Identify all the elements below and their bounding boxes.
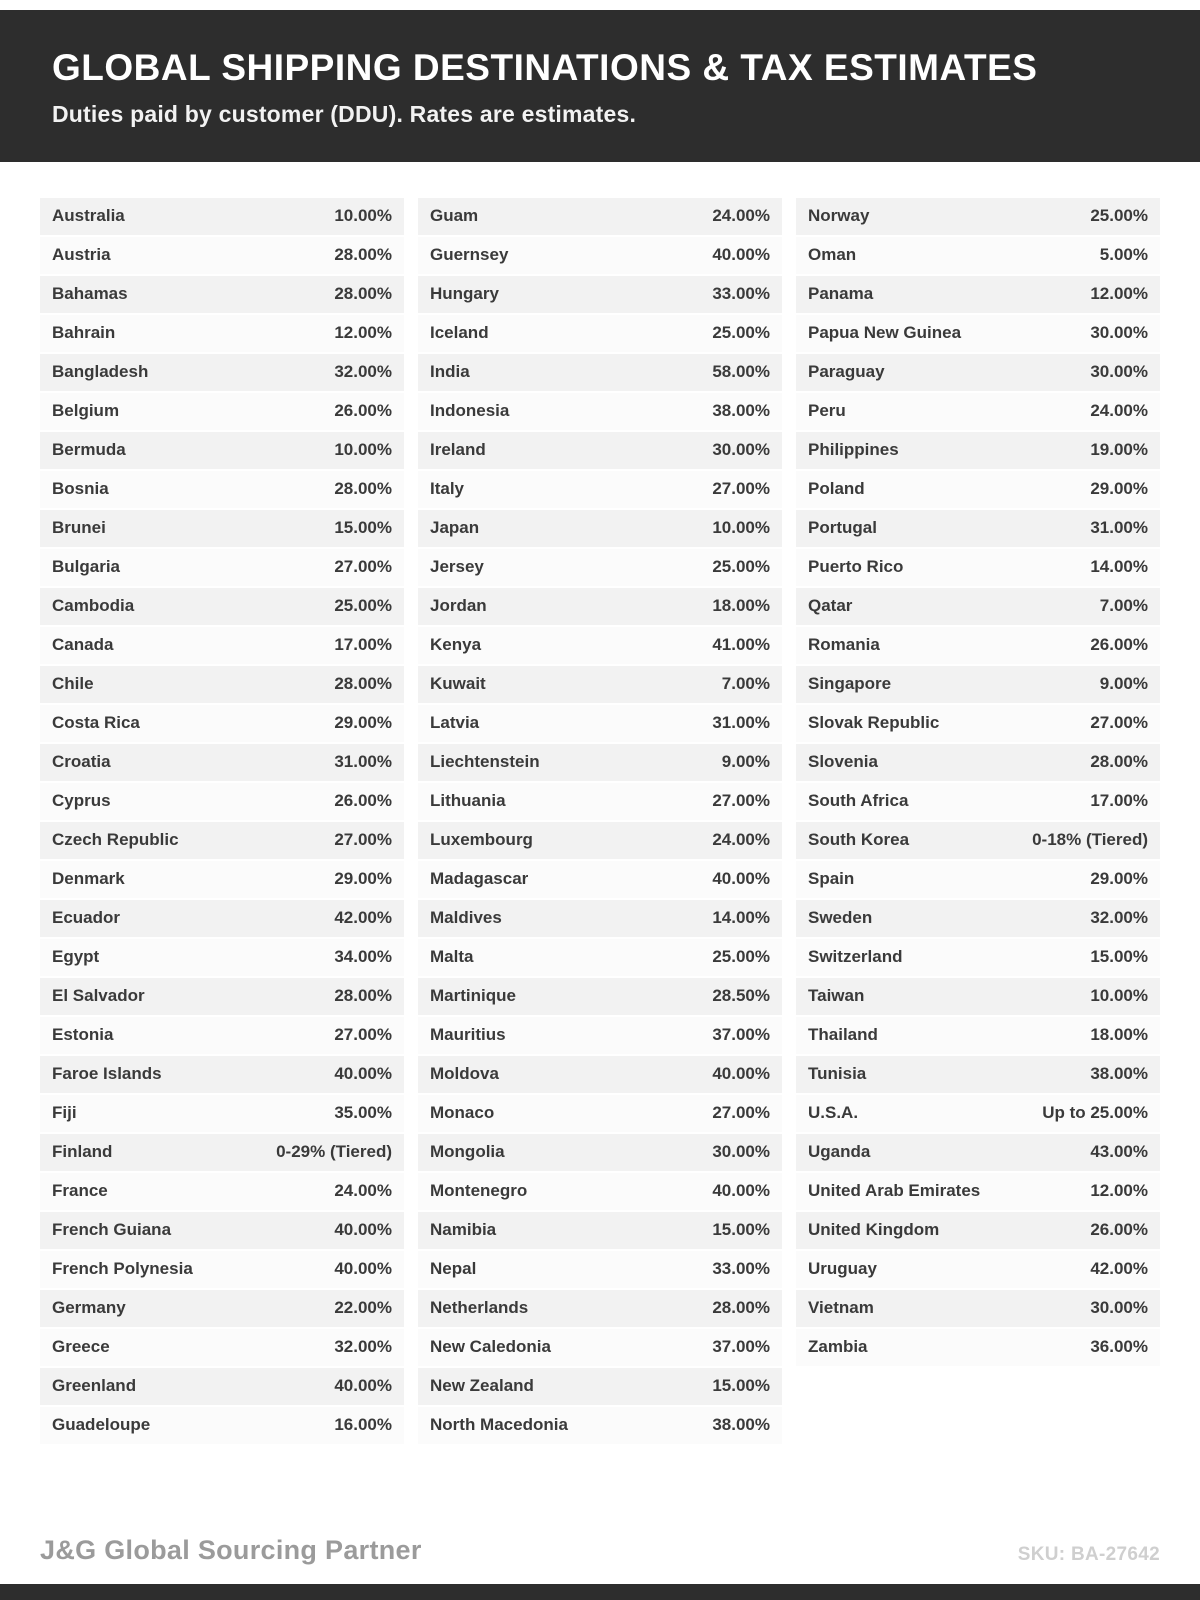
country-name: Paraguay bbox=[808, 362, 885, 382]
rate-row bbox=[796, 471, 1160, 510]
rate-row bbox=[418, 627, 782, 666]
tax-rate: 28.00% bbox=[712, 1298, 770, 1318]
country-name: Guam bbox=[430, 206, 479, 226]
country-name: Hungary bbox=[430, 284, 499, 304]
tax-rate: 26.00% bbox=[334, 791, 392, 811]
country-name: Canada bbox=[52, 635, 114, 655]
rate-row bbox=[796, 627, 1160, 666]
tax-rate: 9.00% bbox=[721, 752, 770, 772]
country-name: Bulgaria bbox=[52, 557, 121, 577]
rate-row bbox=[796, 393, 1160, 432]
rate-row bbox=[40, 510, 404, 549]
rate-row bbox=[40, 471, 404, 510]
tax-rate: 24.00% bbox=[334, 1181, 392, 1201]
country-name: Vietnam bbox=[808, 1298, 874, 1318]
tax-rate: 29.00% bbox=[1090, 869, 1148, 889]
country-name: Nepal bbox=[430, 1259, 477, 1279]
country-name: Jersey bbox=[430, 557, 484, 577]
rate-row bbox=[796, 1329, 1160, 1368]
tax-rate: 28.50% bbox=[712, 986, 770, 1006]
tax-rate: 38.00% bbox=[1090, 1064, 1148, 1084]
country-name: Australia bbox=[52, 206, 125, 226]
country-name: Jordan bbox=[430, 596, 487, 616]
tax-rate: 17.00% bbox=[1090, 791, 1148, 811]
rate-row bbox=[418, 822, 782, 861]
tax-rate: 29.00% bbox=[1090, 479, 1148, 499]
rate-row bbox=[418, 1212, 782, 1251]
tax-rate: 42.00% bbox=[1090, 1259, 1148, 1279]
rate-row bbox=[796, 315, 1160, 354]
tax-rate: 30.00% bbox=[1090, 1298, 1148, 1318]
rate-row bbox=[796, 237, 1160, 276]
tax-rate: 58.00% bbox=[712, 362, 770, 382]
country-name: Brunei bbox=[52, 518, 106, 538]
country-name: Puerto Rico bbox=[808, 557, 904, 577]
tax-rate: 32.00% bbox=[334, 362, 392, 382]
rate-row bbox=[418, 861, 782, 900]
rate-row bbox=[418, 1095, 782, 1134]
country-name: Martinique bbox=[430, 986, 516, 1006]
tax-rate: 28.00% bbox=[1090, 752, 1148, 772]
country-name: Zambia bbox=[808, 1337, 868, 1357]
country-name: Mauritius bbox=[430, 1025, 506, 1045]
rate-row bbox=[796, 1290, 1160, 1329]
rate-row bbox=[40, 432, 404, 471]
country-name: Ecuador bbox=[52, 908, 121, 928]
country-name: Kuwait bbox=[430, 674, 486, 694]
country-name: New Caledonia bbox=[430, 1337, 551, 1357]
country-name: Czech Republic bbox=[52, 830, 179, 850]
rate-row bbox=[418, 315, 782, 354]
country-name: Italy bbox=[430, 479, 465, 499]
rate-row bbox=[796, 510, 1160, 549]
tax-rate: 43.00% bbox=[1090, 1142, 1148, 1162]
rate-row bbox=[796, 939, 1160, 978]
country-name: Maldives bbox=[430, 908, 502, 928]
country-name: French Guiana bbox=[52, 1220, 172, 1240]
country-name: Panama bbox=[808, 284, 874, 304]
tax-rate: 0-18% (Tiered) bbox=[1032, 830, 1148, 850]
country-name: Qatar bbox=[808, 596, 853, 616]
tax-rate: 17.00% bbox=[334, 635, 392, 655]
tax-rate: 27.00% bbox=[712, 1103, 770, 1123]
rate-row bbox=[796, 861, 1160, 900]
country-name: Netherlands bbox=[430, 1298, 529, 1318]
country-name: Denmark bbox=[52, 869, 125, 889]
tax-rate: 29.00% bbox=[334, 713, 392, 733]
tax-rate: 10.00% bbox=[334, 206, 392, 226]
country-name: Moldova bbox=[430, 1064, 499, 1084]
rate-row bbox=[40, 354, 404, 393]
rate-row bbox=[796, 432, 1160, 471]
country-name: Uruguay bbox=[808, 1259, 877, 1279]
tax-rate: 41.00% bbox=[712, 635, 770, 655]
rate-row bbox=[418, 744, 782, 783]
country-name: Cyprus bbox=[52, 791, 111, 811]
rate-row bbox=[40, 705, 404, 744]
tax-rate: 15.00% bbox=[334, 518, 392, 538]
country-name: Slovak Republic bbox=[808, 713, 940, 733]
country-name: United Arab Emirates bbox=[808, 1181, 981, 1201]
rate-row bbox=[40, 1290, 404, 1329]
country-name: France bbox=[52, 1181, 108, 1201]
tax-rate: 30.00% bbox=[712, 1142, 770, 1162]
rate-row bbox=[796, 666, 1160, 705]
brand-name: J&G Global Sourcing Partner bbox=[40, 1535, 422, 1565]
tax-rate: 27.00% bbox=[334, 830, 392, 850]
tax-rate: 32.00% bbox=[1090, 908, 1148, 928]
country-name: South Africa bbox=[808, 791, 909, 811]
rate-row bbox=[418, 1251, 782, 1290]
rate-row bbox=[418, 432, 782, 471]
tax-rate: 30.00% bbox=[712, 440, 770, 460]
tax-rate: 40.00% bbox=[334, 1064, 392, 1084]
rate-row bbox=[418, 549, 782, 588]
rate-row bbox=[418, 978, 782, 1017]
tax-rate: 28.00% bbox=[334, 284, 392, 304]
tax-rate: 25.00% bbox=[712, 323, 770, 343]
tax-rate: 27.00% bbox=[712, 479, 770, 499]
tax-rate: 15.00% bbox=[712, 1220, 770, 1240]
country-name: Switzerland bbox=[808, 947, 903, 967]
header-banner bbox=[0, 10, 1200, 162]
country-name: Ireland bbox=[430, 440, 486, 460]
rate-row bbox=[40, 861, 404, 900]
rate-row bbox=[40, 1095, 404, 1134]
rate-row bbox=[418, 900, 782, 939]
rate-row bbox=[418, 705, 782, 744]
country-name: New Zealand bbox=[430, 1376, 534, 1396]
rate-row bbox=[418, 1017, 782, 1056]
country-name: Spain bbox=[808, 869, 855, 889]
tax-rate: 40.00% bbox=[712, 1064, 770, 1084]
country-name: Latvia bbox=[430, 713, 480, 733]
rate-row bbox=[418, 1290, 782, 1329]
country-name: Malta bbox=[430, 947, 474, 967]
tax-rate: 22.00% bbox=[334, 1298, 392, 1318]
country-name: Slovenia bbox=[808, 752, 878, 772]
rates-column bbox=[418, 198, 782, 1446]
country-name: Indonesia bbox=[430, 401, 510, 421]
tax-rate: 31.00% bbox=[712, 713, 770, 733]
rate-row bbox=[796, 1095, 1160, 1134]
rate-row bbox=[418, 939, 782, 978]
country-name: Belgium bbox=[52, 401, 120, 421]
country-name: Papua New Guinea bbox=[808, 323, 962, 343]
tax-rate: 32.00% bbox=[334, 1337, 392, 1357]
country-name: U.S.A. bbox=[808, 1103, 859, 1123]
country-name: Taiwan bbox=[808, 986, 865, 1006]
country-name: Guernsey bbox=[430, 245, 509, 265]
tax-rate: 40.00% bbox=[334, 1259, 392, 1279]
rate-row bbox=[40, 627, 404, 666]
rate-row bbox=[796, 744, 1160, 783]
rate-row bbox=[40, 744, 404, 783]
tax-rate: 38.00% bbox=[712, 401, 770, 421]
rate-row bbox=[796, 705, 1160, 744]
country-name: Bahamas bbox=[52, 284, 128, 304]
rate-row bbox=[40, 315, 404, 354]
country-name: Uganda bbox=[808, 1142, 871, 1162]
rate-row bbox=[40, 978, 404, 1017]
country-name: Greenland bbox=[52, 1376, 137, 1396]
rates-column bbox=[40, 198, 404, 1446]
tax-rate: 37.00% bbox=[712, 1025, 770, 1045]
tax-rate: 36.00% bbox=[1090, 1337, 1148, 1357]
rate-row bbox=[418, 1173, 782, 1212]
country-name: Finland bbox=[52, 1142, 113, 1162]
tax-rate: 37.00% bbox=[712, 1337, 770, 1357]
tax-rate: 19.00% bbox=[1090, 440, 1148, 460]
rate-row bbox=[796, 276, 1160, 315]
country-name: Cambodia bbox=[52, 596, 135, 616]
rate-row bbox=[418, 354, 782, 393]
rate-row bbox=[40, 900, 404, 939]
tax-rate: 24.00% bbox=[712, 830, 770, 850]
country-name: Philippines bbox=[808, 440, 899, 460]
tax-rate: 40.00% bbox=[334, 1376, 392, 1396]
country-name: Chile bbox=[52, 674, 94, 694]
rate-row bbox=[796, 1173, 1160, 1212]
country-name: United Kingdom bbox=[808, 1220, 940, 1240]
country-name: Norway bbox=[808, 206, 870, 226]
rate-row bbox=[40, 822, 404, 861]
tax-rate: 10.00% bbox=[334, 440, 392, 460]
rate-row bbox=[418, 510, 782, 549]
tax-rate: 25.00% bbox=[712, 947, 770, 967]
country-name: Bahrain bbox=[52, 323, 116, 343]
country-name: Bermuda bbox=[52, 440, 126, 460]
tax-rate: 24.00% bbox=[712, 206, 770, 226]
country-name: Austria bbox=[52, 245, 111, 265]
rates-column bbox=[796, 198, 1160, 1368]
country-name: Fiji bbox=[52, 1103, 77, 1123]
tax-rate: 38.00% bbox=[712, 1415, 770, 1435]
country-name: North Macedonia bbox=[430, 1415, 568, 1435]
tax-rate: 12.00% bbox=[334, 323, 392, 343]
tax-rate: 25.00% bbox=[334, 596, 392, 616]
tax-rate: 40.00% bbox=[712, 1181, 770, 1201]
rate-row bbox=[796, 549, 1160, 588]
tax-rate: 34.00% bbox=[334, 947, 392, 967]
rate-row bbox=[796, 1212, 1160, 1251]
tax-rate: 16.00% bbox=[334, 1415, 392, 1435]
rate-row bbox=[796, 354, 1160, 393]
page-title: GLOBAL SHIPPING DESTINATIONS & TAX ESTIMATES bbox=[52, 47, 1038, 88]
country-name: Bangladesh bbox=[52, 362, 149, 382]
country-name: Japan bbox=[430, 518, 480, 538]
tax-rate: 30.00% bbox=[1090, 323, 1148, 343]
tax-rate: 25.00% bbox=[712, 557, 770, 577]
rate-row bbox=[40, 1329, 404, 1368]
rate-row bbox=[796, 1017, 1160, 1056]
country-name: El Salvador bbox=[52, 986, 145, 1006]
rate-row bbox=[418, 1368, 782, 1407]
rate-row bbox=[40, 198, 404, 237]
country-name: Iceland bbox=[430, 323, 489, 343]
country-name: Peru bbox=[808, 401, 846, 421]
rate-row bbox=[418, 1056, 782, 1095]
rate-row bbox=[40, 1212, 404, 1251]
tax-rate: 28.00% bbox=[334, 479, 392, 499]
country-name: French Polynesia bbox=[52, 1259, 193, 1279]
rate-row bbox=[418, 666, 782, 705]
tax-rate: Up to 25.00% bbox=[1042, 1103, 1148, 1123]
tax-rate: 15.00% bbox=[712, 1376, 770, 1396]
rate-row bbox=[40, 276, 404, 315]
country-name: Oman bbox=[808, 245, 857, 265]
tax-rate: 26.00% bbox=[1090, 1220, 1148, 1240]
tax-rate: 9.00% bbox=[1099, 674, 1148, 694]
tax-rate: 35.00% bbox=[334, 1103, 392, 1123]
rate-row bbox=[418, 237, 782, 276]
rate-row bbox=[418, 276, 782, 315]
tax-rate: 40.00% bbox=[712, 245, 770, 265]
tax-rate: 10.00% bbox=[712, 518, 770, 538]
rate-row bbox=[40, 549, 404, 588]
tax-rate: 27.00% bbox=[334, 1025, 392, 1045]
country-name: Namibia bbox=[430, 1220, 497, 1240]
country-name: Portugal bbox=[808, 518, 877, 538]
country-name: Montenegro bbox=[430, 1181, 528, 1201]
rate-row bbox=[796, 588, 1160, 627]
tax-rate: 18.00% bbox=[1090, 1025, 1148, 1045]
rate-row bbox=[40, 666, 404, 705]
rate-row bbox=[418, 198, 782, 237]
rate-row bbox=[40, 939, 404, 978]
tax-rate: 12.00% bbox=[1090, 284, 1148, 304]
country-name: Croatia bbox=[52, 752, 111, 772]
tax-rate: 27.00% bbox=[712, 791, 770, 811]
rate-row bbox=[796, 1134, 1160, 1173]
country-name: South Korea bbox=[808, 830, 910, 850]
rate-row bbox=[40, 393, 404, 432]
tax-rate: 7.00% bbox=[1099, 596, 1148, 616]
tax-rate: 14.00% bbox=[1090, 557, 1148, 577]
rate-row bbox=[40, 1056, 404, 1095]
rate-row bbox=[40, 237, 404, 276]
tax-rate: 30.00% bbox=[1090, 362, 1148, 382]
bottom-bar bbox=[0, 1584, 1200, 1600]
country-name: Egypt bbox=[52, 947, 100, 967]
tax-rate: 26.00% bbox=[1090, 635, 1148, 655]
rate-row bbox=[796, 1056, 1160, 1095]
rate-row bbox=[796, 978, 1160, 1017]
rate-row bbox=[40, 1173, 404, 1212]
country-name: Singapore bbox=[808, 674, 892, 694]
country-name: Luxembourg bbox=[430, 830, 533, 850]
tax-rate: 40.00% bbox=[334, 1220, 392, 1240]
rate-row bbox=[40, 1134, 404, 1173]
country-name: Greece bbox=[52, 1337, 110, 1357]
rate-row bbox=[40, 1251, 404, 1290]
rate-row bbox=[796, 783, 1160, 822]
country-name: Bosnia bbox=[52, 479, 109, 499]
rate-row bbox=[40, 1368, 404, 1407]
tax-rate: 18.00% bbox=[712, 596, 770, 616]
country-name: Mongolia bbox=[430, 1142, 505, 1162]
tax-rate: 27.00% bbox=[1090, 713, 1148, 733]
tax-rate: 40.00% bbox=[712, 869, 770, 889]
country-name: Costa Rica bbox=[52, 713, 140, 733]
tax-rate: 31.00% bbox=[334, 752, 392, 772]
tax-rate: 29.00% bbox=[334, 869, 392, 889]
tax-rate: 42.00% bbox=[334, 908, 392, 928]
rate-row bbox=[796, 1251, 1160, 1290]
country-name: Guadeloupe bbox=[52, 1415, 151, 1435]
tax-rate: 28.00% bbox=[334, 245, 392, 265]
tax-rate: 28.00% bbox=[334, 986, 392, 1006]
country-name: Madagascar bbox=[430, 869, 529, 889]
tax-rate: 7.00% bbox=[721, 674, 770, 694]
country-name: Germany bbox=[52, 1298, 126, 1318]
tax-rate: 24.00% bbox=[1090, 401, 1148, 421]
country-name: Monaco bbox=[430, 1103, 495, 1123]
country-name: Kenya bbox=[430, 635, 482, 655]
country-name: Thailand bbox=[808, 1025, 878, 1045]
rate-row bbox=[796, 198, 1160, 237]
tax-rate: 14.00% bbox=[712, 908, 770, 928]
footer bbox=[0, 1535, 1200, 1584]
country-name: Lithuania bbox=[430, 791, 506, 811]
rate-row bbox=[796, 822, 1160, 861]
rate-row bbox=[796, 900, 1160, 939]
rate-row bbox=[40, 588, 404, 627]
tax-rate: 33.00% bbox=[712, 1259, 770, 1279]
rate-row bbox=[40, 783, 404, 822]
rate-row bbox=[40, 1407, 404, 1446]
tax-rate: 0-29% (Tiered) bbox=[276, 1142, 392, 1162]
rate-row bbox=[418, 783, 782, 822]
country-name: Poland bbox=[808, 479, 865, 499]
rate-row bbox=[418, 1134, 782, 1173]
country-name: Tunisia bbox=[808, 1064, 867, 1084]
sku-label: SKU: BA-27642 bbox=[1017, 1544, 1160, 1565]
tax-rate: 5.00% bbox=[1099, 245, 1148, 265]
rate-row bbox=[418, 1407, 782, 1446]
page-subtitle: Duties paid by customer (DDU). Rates are estimates. bbox=[52, 100, 637, 127]
tax-rate: 10.00% bbox=[1090, 986, 1148, 1006]
tax-rate: 25.00% bbox=[1090, 206, 1148, 226]
rate-row bbox=[418, 588, 782, 627]
tax-rate: 31.00% bbox=[1090, 518, 1148, 538]
country-name: Liechtenstein bbox=[430, 752, 540, 772]
country-name: India bbox=[430, 362, 470, 382]
tax-rate: 33.00% bbox=[712, 284, 770, 304]
rate-row bbox=[418, 393, 782, 432]
country-name: Faroe Islands bbox=[52, 1064, 162, 1084]
tax-rate: 28.00% bbox=[334, 674, 392, 694]
rate-row bbox=[40, 1017, 404, 1056]
country-name: Sweden bbox=[808, 908, 873, 928]
rate-row bbox=[418, 471, 782, 510]
tax-rate: 15.00% bbox=[1090, 947, 1148, 967]
tax-rate: 12.00% bbox=[1090, 1181, 1148, 1201]
tax-rate: 26.00% bbox=[334, 401, 392, 421]
country-name: Romania bbox=[808, 635, 880, 655]
rate-row bbox=[418, 1329, 782, 1368]
country-name: Estonia bbox=[52, 1025, 114, 1045]
tax-rate: 27.00% bbox=[334, 557, 392, 577]
rates-table bbox=[0, 162, 1200, 1535]
